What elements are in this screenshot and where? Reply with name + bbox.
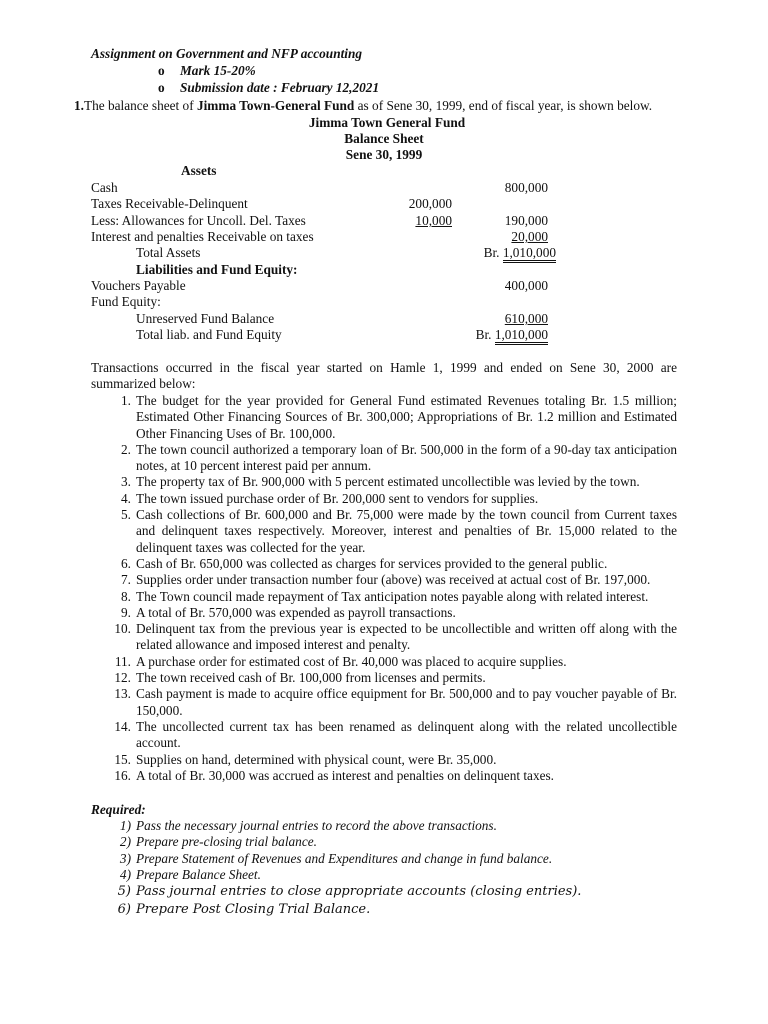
transaction-item xyxy=(91,605,677,621)
transaction-number: 3. xyxy=(121,474,131,490)
mark-text: Mark 15-20% xyxy=(179,63,256,78)
vouchers-label: Vouchers Payable xyxy=(91,278,186,293)
question-number: 1. xyxy=(74,98,84,113)
transaction-item xyxy=(91,589,677,605)
required-item xyxy=(91,867,677,883)
transaction-number: 15. xyxy=(114,751,131,767)
bullet-icon: o xyxy=(158,63,165,78)
assets-heading: Assets xyxy=(181,163,217,178)
transaction-text: A total of Br. 30,000 was accrued as interest and penalties on delinquent taxes. xyxy=(136,767,555,783)
transaction-item xyxy=(91,686,677,719)
required-number: 3) xyxy=(119,850,131,866)
required-list xyxy=(91,818,677,919)
transaction-item xyxy=(91,442,677,475)
transaction-text: The town issued purchase order of Br. 200,000 sent to vendors for supplies. xyxy=(136,490,539,506)
required-item xyxy=(91,901,677,919)
transaction-item xyxy=(91,752,677,768)
bs-title-date: Sene 30, 1999 xyxy=(345,147,423,162)
transaction-item xyxy=(91,393,677,442)
transaction-text: Cash of Br. 650,000 was collected as charges for services provided to the general public. xyxy=(136,555,608,571)
unreserved-label: Unreserved Fund Balance xyxy=(136,311,275,326)
total-liab-label: Total liab. and Fund Equity xyxy=(136,327,282,342)
bs-title-fund: Jimma Town General Fund xyxy=(308,115,466,130)
required-text: Prepare pre-closing trial balance. xyxy=(136,834,317,850)
question-line xyxy=(74,98,652,114)
total-assets-amount: 1,010,000 xyxy=(503,245,556,263)
required-item xyxy=(91,883,677,901)
transactions-intro: Transactions occurred in the fiscal year started on Hamle 1, 1999 and ended on Sene 30, 2000 are summarized below: xyxy=(91,360,677,392)
transaction-text: Delinquent tax from the previous year is expected to be uncollectible and written off along with the related allowance and imposed interest and penalty. xyxy=(136,621,677,653)
question-text-before: The balance sheet of xyxy=(83,98,197,113)
allowance-label: Less: Allowances for Uncoll. Del. Taxes xyxy=(91,213,306,228)
required-text: Prepare Post Closing Trial Balance. xyxy=(136,902,371,918)
mark-line xyxy=(158,63,256,79)
transaction-item xyxy=(91,768,677,784)
transaction-text: Supplies order under transaction number four (above) was received at actual cost of Br. 197,000. xyxy=(136,572,651,588)
transaction-number: 9. xyxy=(121,604,131,620)
transaction-text: The budget for the year provided for General Fund estimated Revenues totaling Br. 1.5 million; Estimated Other Financing Sources of Br. 300,000; Appropriations of Br. 1.2 million and Estimated Other Financing Uses of Br. 100,000. xyxy=(136,393,677,441)
transaction-item xyxy=(91,474,677,490)
required-text: Prepare Balance Sheet. xyxy=(136,866,261,882)
transaction-text: Cash collections of Br. 600,000 and Br. 75,000 were made by the town council from Current taxes and delinquent taxes respectively. Moreover, interest and penalties of Br. 15,000 related to the delinquent taxes was collected for the year. xyxy=(136,507,677,555)
fund-name: Jimma Town-General Fund xyxy=(196,98,355,113)
bullet-icon: o xyxy=(158,80,165,95)
transaction-text: Cash payment is made to acquire office equipment for Br. 500,000 and to pay voucher payable of Br. 150,000. xyxy=(136,686,677,718)
transaction-text: The town received cash of Br. 100,000 from licenses and permits. xyxy=(136,670,486,686)
transaction-number: 13. xyxy=(114,686,131,702)
transaction-item xyxy=(91,621,677,654)
question-text-after: as of Sene 30, 1999, end of fiscal year, is shown below. xyxy=(354,98,653,113)
interest-amount: 20,000 xyxy=(511,229,548,244)
transaction-number: 16. xyxy=(114,767,131,783)
transaction-number: 1. xyxy=(121,393,131,408)
transaction-item xyxy=(91,654,677,670)
cash-label: Cash xyxy=(91,180,118,195)
submission-line xyxy=(158,80,379,96)
taxes-receivable-sub: 200,000 xyxy=(408,196,452,211)
required-item xyxy=(91,818,677,834)
transaction-item xyxy=(91,670,677,686)
transaction-item xyxy=(91,556,677,572)
transaction-text: A total of Br. 570,000 was expended as payroll transactions. xyxy=(136,604,456,620)
transaction-number: 8. xyxy=(121,588,131,604)
total-assets-prefix: Br. xyxy=(483,245,500,260)
allowance-sub: 10,000 xyxy=(415,213,452,228)
transaction-number: 4. xyxy=(121,490,131,506)
transaction-text: The uncollected current tax has been renamed as delinquent along with the related uncollectible account. xyxy=(136,718,677,751)
taxes-receivable-label: Taxes Receivable-Delinquent xyxy=(91,196,248,211)
total-liab-prefix: Br. xyxy=(475,327,492,342)
required-text: Prepare Statement of Revenues and Expenditures and change in fund balance. xyxy=(136,850,553,866)
unreserved-amount: 610,000 xyxy=(504,311,548,326)
required-number: 5) xyxy=(117,884,131,900)
transaction-text: The property tax of Br. 900,000 with 5 percent estimated uncollectible was levied by the town. xyxy=(136,474,640,490)
transaction-number: 10. xyxy=(114,621,131,637)
transaction-text: The Town council made repayment of Tax anticipation notes payable along with related interest. xyxy=(136,588,649,604)
transaction-number: 5. xyxy=(121,507,131,523)
required-number: 1) xyxy=(119,818,131,833)
transactions-list xyxy=(91,393,677,784)
total-assets-label: Total Assets xyxy=(136,245,201,260)
required-item xyxy=(91,834,677,850)
transaction-item xyxy=(91,572,677,588)
fund-equity-label: Fund Equity: xyxy=(91,294,161,309)
bs-title-sheet: Balance Sheet xyxy=(344,131,424,146)
allowance-amount: 190,000 xyxy=(504,213,548,228)
interest-label: Interest and penalties Receivable on taxes xyxy=(91,229,314,244)
liabilities-heading: Liabilities and Fund Equity: xyxy=(136,262,298,277)
transaction-number: 7. xyxy=(121,572,131,588)
submission-text: Submission date : February 12,2021 xyxy=(179,80,380,95)
transaction-item xyxy=(91,491,677,507)
transaction-number: 14. xyxy=(114,718,131,734)
required-number: 6) xyxy=(117,902,131,918)
vouchers-amount: 400,000 xyxy=(504,278,548,293)
required-text: Pass journal entries to close appropriate accounts (closing entries). xyxy=(136,884,582,900)
transaction-number: 6. xyxy=(121,555,131,571)
required-heading: Required: xyxy=(91,802,146,817)
transaction-text: A purchase order for estimated cost of Br. 40,000 was placed to acquire supplies. xyxy=(136,653,567,669)
transaction-number: 12. xyxy=(114,670,131,686)
transaction-item xyxy=(91,719,677,752)
assignment-title: Assignment on Government and NFP accounting xyxy=(91,46,363,61)
transaction-text: The town council authorized a temporary loan of Br. 500,000 in the form of a 90-day tax anticipation notes, at 10 percent interest paid per annum. xyxy=(136,441,677,474)
required-item xyxy=(91,851,677,867)
required-number: 4) xyxy=(119,866,131,882)
total-liab-amount: 1,010,000 xyxy=(495,327,548,345)
transaction-item xyxy=(91,507,677,556)
cash-amount: 800,000 xyxy=(504,180,548,195)
transaction-number: 11. xyxy=(114,653,131,669)
transaction-text: Supplies on hand, determined with physical count, were Br. 35,000. xyxy=(136,751,497,767)
transaction-number: 2. xyxy=(121,441,131,457)
required-number: 2) xyxy=(119,834,131,850)
required-text: Pass the necessary journal entries to record the above transactions. xyxy=(136,818,497,833)
